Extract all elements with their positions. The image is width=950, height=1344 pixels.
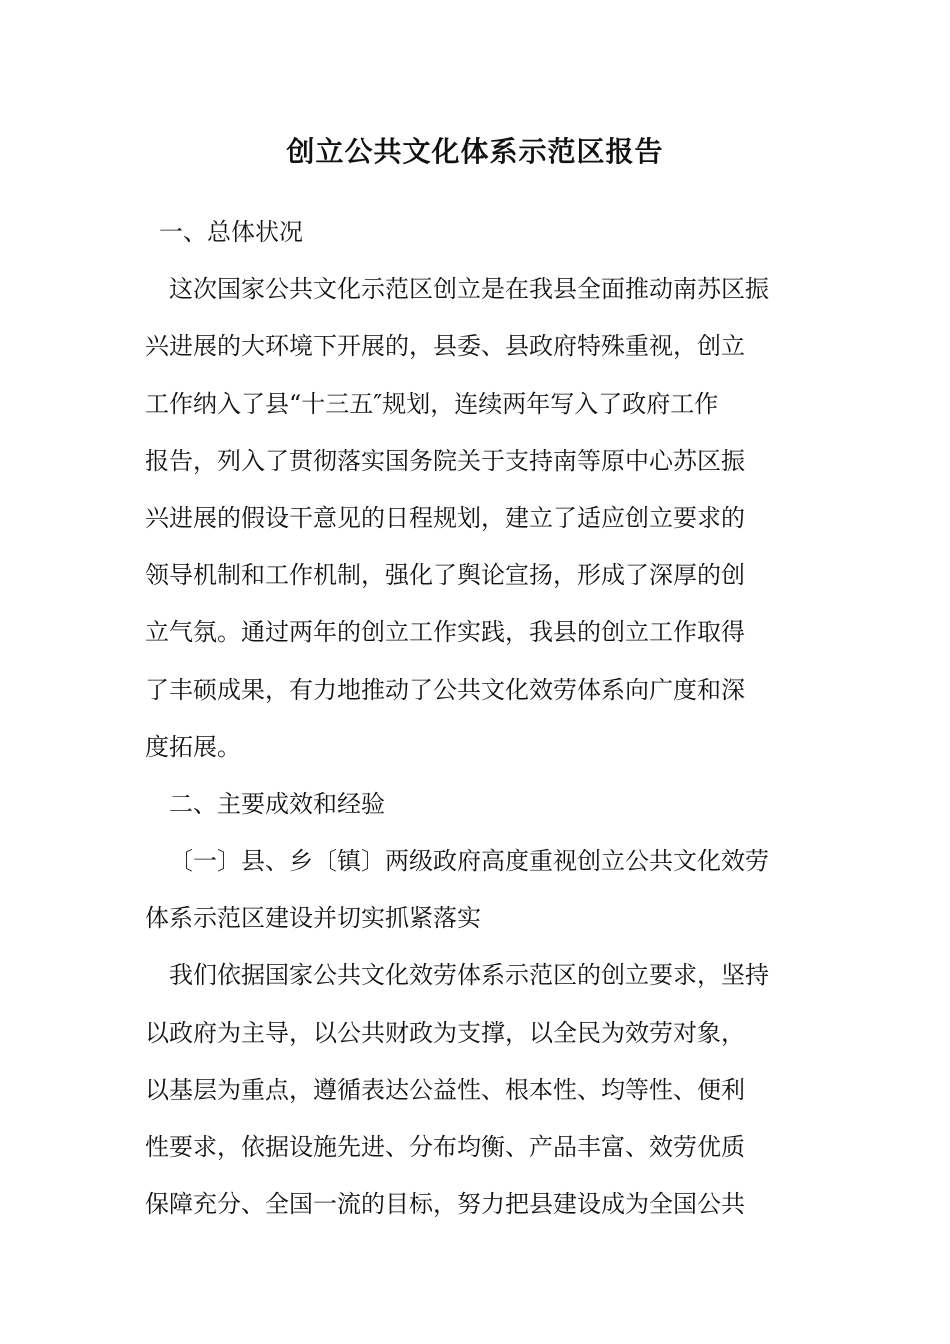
document-body: [145, 204, 810, 1233]
paragraph-line: 了丰硕成果，有力地推动了公共文化效劳体系向广度和深: [145, 675, 745, 704]
subsection-heading: 〔一〕县、乡〔镇〕两级政府高度重视创立公共文化效劳: [169, 847, 769, 876]
paragraph-line: 报告，列入了贯彻落实国务院关于支持南等原中心苏区振: [145, 446, 745, 475]
paragraph-line: 立气氛。通过两年的创立工作实践，我县的创立工作取得: [145, 618, 745, 647]
paragraph-line: 以政府为主导，以公共财政为支撑，以全民为效劳对象，: [145, 1018, 745, 1047]
paragraph-line: 以基层为重点，遵循表达公益性、根本性、均等性、便利: [145, 1075, 745, 1104]
paragraph-line: 性要求，依据设施先进、分布均衡、产品丰富、效劳优质: [145, 1133, 745, 1161]
subsection-heading-cont: 体系示范区建设并切实抓紧落实: [145, 904, 481, 933]
section-heading-2: 二、主要成效和经验: [169, 789, 385, 818]
paragraph-line: 兴进展的大环境下开展的，县委、县政府特殊重视，创立: [145, 332, 745, 361]
document-title: 创立公共文化体系示范区报告: [286, 135, 664, 168]
section-heading-1: 一、总体状况: [159, 218, 303, 246]
paragraph-line: 保障充分、全国一流的目标，努力把县建设成为全国公共: [145, 1190, 745, 1219]
paragraph-line: 工作纳入了县“十三五″规划，连续两年写入了政府工作: [145, 389, 719, 418]
paragraph-line: 兴进展的假设干意见的日程规划，建立了适应创立要求的: [145, 503, 745, 532]
paragraph-line: 我们依据国家公共文化效劳体系示范区的创立要求，坚持: [169, 961, 769, 990]
paragraph-line: 这次国家公共文化示范区创立是在我县全面推动南苏区振: [169, 275, 769, 304]
paragraph-line: 领导机制和工作机制，强化了舆论宣扬，形成了深厚的创: [145, 561, 745, 590]
paragraph-line: 度拓展。: [145, 732, 241, 761]
